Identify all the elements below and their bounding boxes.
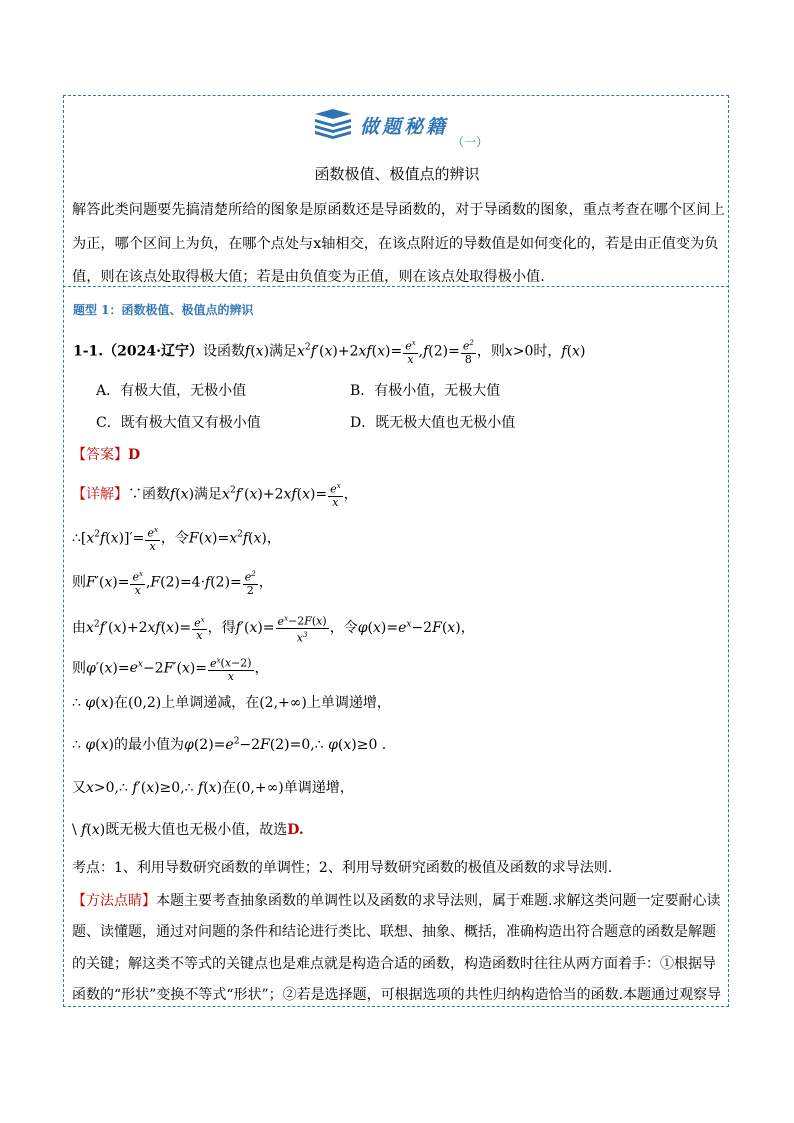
solution-line-8: 又x>0,∴ f′(x)≥0,∴ f(x)在(0,+∞)单调递增， [72,780,354,796]
option-a: A．有极大值，无极小值 [96,383,247,399]
solution-line-7: ∴ φ(x)的最小值为$\varphi(2)=e^2-2F(2)=0,\therefore$ φ(x)≥0 . [72,736,387,753]
answer-label: 【答案】 [72,447,128,463]
answer-value: D [128,447,141,463]
question-number: 1-1. [73,343,104,360]
solution-line-1: 【详解】∵函数f(x)满足$x^2f'(x)+2xf(x)=$ $\frac{e^x}{x}$ ， [72,482,358,509]
note-line: 考点：1、利用导数研究函数的单调性；2、利用导数研究函数的极值及函数的求导法则. [72,860,613,876]
solution-line-9: \ f(x)既无极大值也无极小值，故选D. [72,822,304,838]
question-type: 题型 1：函数极值、极值点的辨识 [73,303,254,317]
method-line-2: 题、读懂题，通过对问题的条件和结论进行类比、联想、抽象、概括，准确构造出符合题意的函数是解题 [72,924,716,940]
solution-line-3: 则F′(x)= $\frac{e^x}{x}$ ,F(2)=4·f(2)= $\frac{e^2}{2}$ ， [72,570,273,597]
intro-line-1: 解答此类问题要先搞清楚所给的图象是原函数还是导函数的，对于导函数的图象，重点考查在哪个区间上 [72,202,725,218]
page-heading: 函数极值、极值点的辨识 [314,165,480,183]
solution-label: 【详解】 [72,486,128,503]
method-line-3: 的关键；解这类不等式的关键点也是难点就是构造合适的函数，构造函数时往往从两方面着手：①根据导 [72,956,716,972]
solution-line-2: $\therefore[x^2f(x)]'=$ $\frac{e^x}{x}$ ，令$F(x)=x^2f(x)$， [72,526,281,553]
solution-line-5: 则$\varphi'(x)=e^x-2F'(x)=$ $\frac{e^x(x-2)}{x}$ ， [72,656,269,683]
method-label: 【方法点睛】 [72,893,156,909]
question-stem: 1-1.（2024·辽宁）设函数f(x)满足$x^2f'(x)+2xf(x)=$ $\frac{e^x}{x}$ ,f(2)= $\frac{e^2}{8}$ ，则x>0时，f(x) [73,339,586,366]
section-divider [63,286,729,287]
question-source: （2024·辽宁） [103,343,204,360]
solution-line-6: ∴ φ(x)在(0,2)上单调递减，在(2,+∞)上单调递增， [72,695,391,711]
logo-subtitle: （一） [452,135,489,149]
book-stack-icon [312,108,354,142]
method-line-4: 函数的“形状”变换不等式“形状”；②若是选择题，可根据选项的共性归纳构造恰当的函数.本题通过观察导 [72,987,722,1003]
logo-title: 做题秘籍 [360,116,449,138]
solution-line-4: 由$x^2f'(x)+2xf(x)=$ $\frac{e^x}{x}$ ，得f′(x)= $\frac{e^x-2F(x)}{x^3}$ ，令$\varphi(x)=e^x-2F(x)$， [72,614,475,645]
option-b: B．有极小值，无极大值 [350,383,501,399]
intro-line-3: 值，则在该点处取得极大值；若是由负值变为正值，则在该点处取得极小值. [72,269,545,285]
method-line-1: 【方法点睛】本题主要考查抽象函数的单调性以及函数的求导法则，属于难题.求解这类问题一定要耐心读 [72,893,721,909]
option-d: D．既无极大值也无极小值 [350,415,516,431]
answer-line [72,444,140,464]
intro-line-2: 为正，哪个区间上为负，在哪个点处与x轴相交，在该点附近的导数值是如何变化的，若是由正值变为负 [72,236,719,252]
option-c: C．既有极大值又有极小值 [96,415,261,431]
